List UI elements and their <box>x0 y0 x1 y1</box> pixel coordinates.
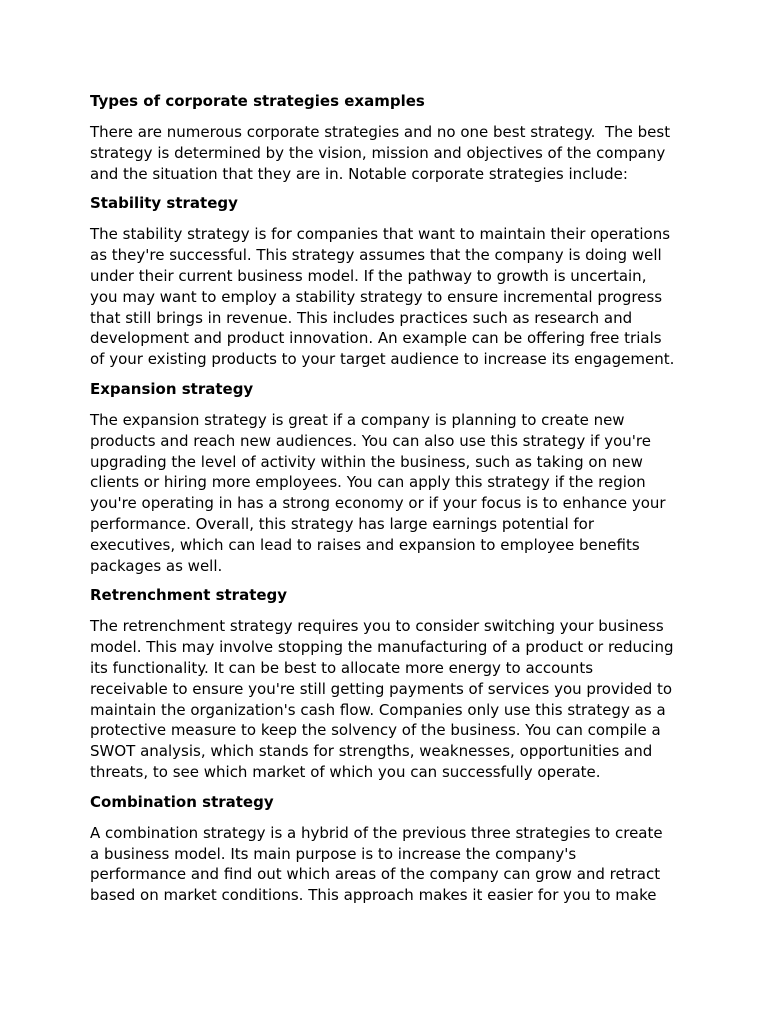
text-line: performance and find out which areas of the company can grow and retract <box>90 865 661 884</box>
section-heading-retrenchment: Retrenchment strategy <box>90 586 288 605</box>
document-title: Types of corporate strategies examples <box>90 92 425 110</box>
text-line: its functionality. It can be best to allocate more energy to accounts <box>90 658 594 677</box>
text-line: receivable to ensure you're still getting payments of services you provided to <box>90 679 673 698</box>
text-line: upgrading the level of activity within the business, such as taking on new <box>90 452 643 471</box>
text-line: and the situation that they are in. Notable corporate strategies include: <box>90 164 628 183</box>
text-line: clients or hiring more employees. You can apply this strategy if the region <box>90 473 646 492</box>
section-paragraph-combination <box>90 823 690 906</box>
text-line: you may want to employ a stability strategy to ensure incremental progress <box>90 287 663 306</box>
text-line: under their current business model. If the pathway to growth is uncertain, <box>90 266 647 285</box>
text-line: The expansion strategy is great if a company is planning to create new <box>90 410 625 429</box>
text-line: packages as well. <box>90 556 223 575</box>
text-line: threats, to see which market of which you can successfully operate. <box>90 762 601 781</box>
document-page <box>90 91 690 915</box>
section-paragraph-retrenchment <box>90 616 690 782</box>
text-line: model. This may involve stopping the manufacturing of a product or reducing <box>90 638 674 657</box>
text-line: as they're successful. This strategy assumes that the company is doing well <box>90 246 662 265</box>
text-line: The retrenchment strategy requires you to consider switching your business <box>90 617 664 636</box>
section-heading-combination: Combination strategy <box>90 792 274 811</box>
text-line: products and reach new audiences. You can also use this strategy if you're <box>90 431 651 450</box>
text-line: a business model. Its main purpose is to increase the company's <box>90 844 577 863</box>
text-line: that still brings in revenue. This includes practices such as research and <box>90 308 633 327</box>
text-line: executives, which can lead to raises and expansion to employee benefits <box>90 535 640 554</box>
section-paragraph-stability <box>90 224 690 370</box>
text-line: you're operating in has a strong economy or if your focus is to enhance your <box>90 494 666 513</box>
text-line: There are numerous corporate strategies and no one best strategy. The best <box>90 123 671 141</box>
text-line: performance. Overall, this strategy has large earnings potential for <box>90 514 595 533</box>
text-line: of your existing products to your target audience to increase its engagement. <box>90 350 675 369</box>
section-heading-stability: Stability strategy <box>90 194 238 213</box>
text-line: SWOT analysis, which stands for strengths, weaknesses, opportunities and <box>90 742 653 761</box>
section-paragraph-expansion <box>90 410 690 576</box>
section-heading-expansion: Expansion strategy <box>90 379 254 398</box>
text-line: maintain the organization's cash flow. Companies only use this strategy as a <box>90 700 666 719</box>
text-line: The stability strategy is for companies that want to maintain their operations <box>90 225 671 244</box>
intro-paragraph <box>90 122 690 184</box>
text-line: A combination strategy is a hybrid of the previous three strategies to create <box>90 823 663 842</box>
text-line: protective measure to keep the solvency of the business. You can compile a <box>90 721 661 740</box>
text-line: based on market conditions. This approach makes it easier for you to make <box>90 886 657 905</box>
text-line: strategy is determined by the vision, mission and objectives of the company <box>90 143 666 162</box>
text-line: development and product innovation. An example can be offering free trials <box>90 329 662 348</box>
